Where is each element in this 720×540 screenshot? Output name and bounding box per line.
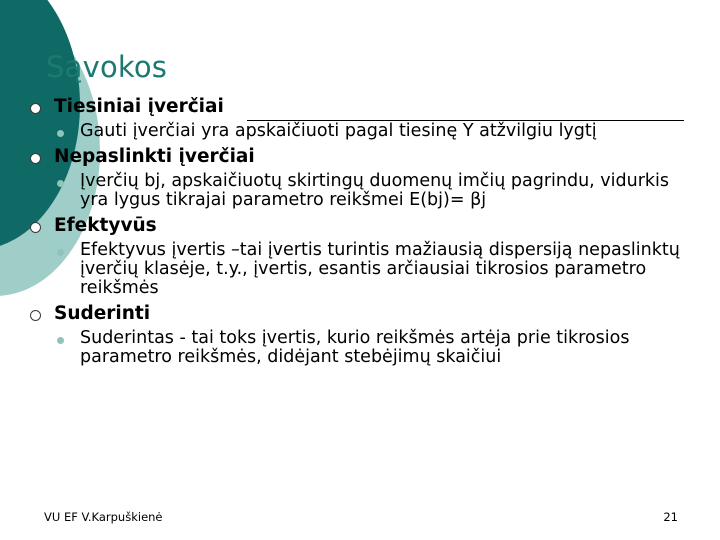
sub-item-text: Efektyvus įvertis –tai įvertis turintis mažiausią dispersiją nepaslinktų įverčių klasėje, t.y., įvertis, esantis arčiausiai tikrosios parametro reikšmės [80, 240, 680, 298]
sub-item-text: Suderintas - tai toks įvertis, kurio reikšmės artėja prie tikrosios parametro reikšmės, didėjant stebėjimų skaičiui [80, 328, 630, 367]
list-item-consistent [30, 303, 690, 367]
sub-item-text: Gauti įverčiai yra apskaičiuoti pagal tiesinę Y atžvilgiu lygtį [80, 121, 597, 141]
sub-item [54, 122, 690, 141]
sub-item [54, 172, 690, 210]
item-heading: Nepaslinkti įverčiai [54, 146, 255, 167]
slide-title: Sąvokos [46, 50, 168, 84]
list-item-efficient [30, 215, 690, 298]
sub-item [54, 329, 690, 367]
sub-item-text: Įverčių bj, apskaičiuotų skirtingų duomenų imčių pagrindu, vidurkis yra lygus tikrajai parametro reikšmei E(bj)= βj [80, 171, 670, 210]
hollow-circle-bullet-icon [30, 310, 41, 321]
slide-content [30, 96, 690, 367]
hollow-circle-bullet-icon [30, 103, 41, 114]
page-number: 21 [663, 510, 678, 524]
filled-dot-bullet-icon [57, 337, 64, 344]
item-heading: Efektyvūs [54, 215, 157, 236]
item-heading: Suderinti [54, 303, 151, 324]
list-item-linear-estimates [30, 96, 690, 141]
sub-item [54, 241, 690, 298]
filled-dot-bullet-icon [57, 180, 64, 187]
filled-dot-bullet-icon [57, 130, 64, 137]
footer-author: VU EF V.Karpuškienė [44, 510, 163, 524]
filled-dot-bullet-icon [57, 249, 64, 256]
hollow-circle-bullet-icon [30, 222, 41, 233]
item-heading: Tiesiniai įverčiai [54, 96, 224, 117]
list-item-unbiased-estimates [30, 146, 690, 210]
hollow-circle-bullet-icon [30, 153, 41, 164]
